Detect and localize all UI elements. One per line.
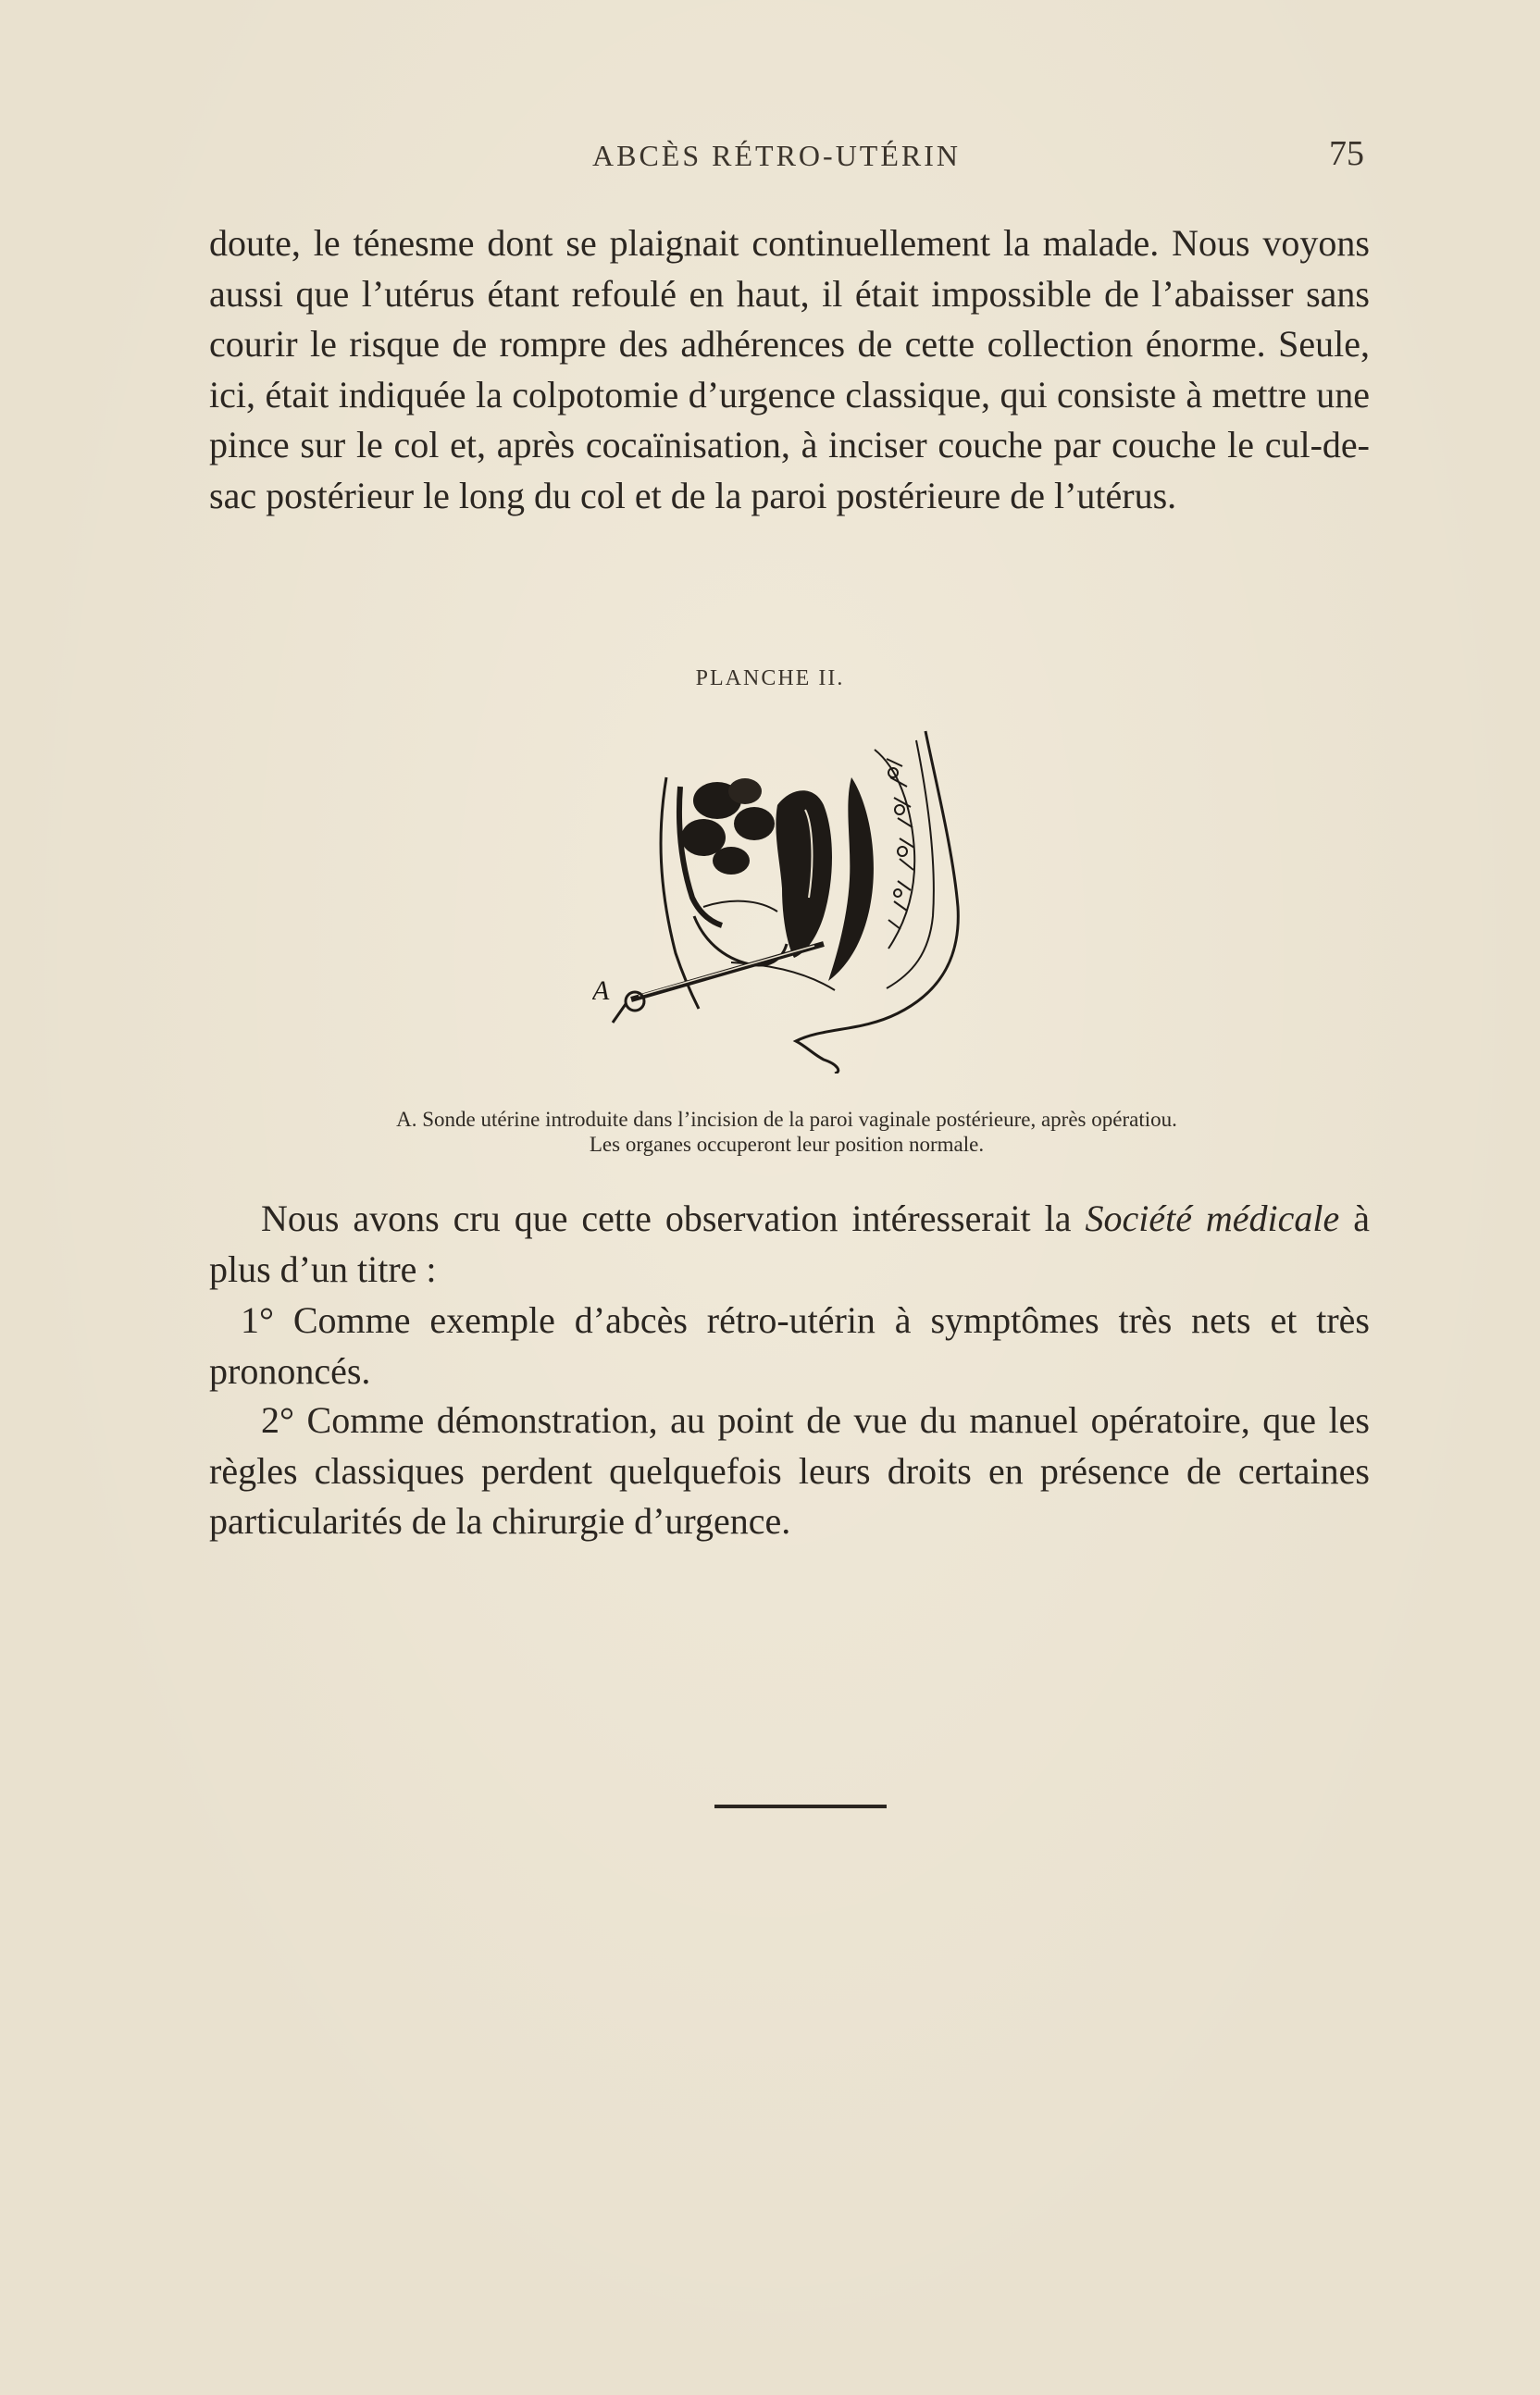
figure-caption bbox=[250, 1107, 1323, 1157]
running-head: ABCÈS RÉTRO-UTÉRIN bbox=[592, 139, 961, 172]
end-rule bbox=[714, 1805, 887, 1808]
anatomical-figure bbox=[592, 722, 990, 1073]
page-number: 75 bbox=[1329, 134, 1364, 173]
plate-title: PLANCHE II. bbox=[695, 666, 845, 690]
paragraph-1: doute, le ténesme dont se plaignait continuellement la malade. Nous voyons aussi que l’utérus étant refoulé en haut, il était impossible de l’abaisser sans courir le risque de rompre des adhérences de cette collection énorme. Seule, ici, était indiquée la colpotomie d’urgence classique, qui consiste à mettre une pince sur le col et, après cocaïnisation, à inciser couche par couche le cul-de-sac postérieur le long du col et de la paroi postérieure de l’utérus. bbox=[209, 222, 1370, 516]
paragraph-4: 2° Comme démonstration, au point de vue du manuel opératoire, que les règles classiques perdent quelquefois leurs droits en présence de certaines particularités de la chirurgie d’urgence. bbox=[209, 1399, 1370, 1542]
paragraph-2 bbox=[209, 1194, 1370, 1295]
paragraph-3: 1° Comme exemple d’abcès rétro-utérin à symptômes très nets et très prononcés. bbox=[209, 1299, 1370, 1392]
figure-label-a: A bbox=[592, 975, 610, 1006]
paragraph-2-end: à plus d’un titre : bbox=[209, 1198, 1370, 1290]
paragraph-2-italic: Société médicale bbox=[1085, 1198, 1340, 1239]
paragraph-2-start: Nous avons cru que cette observation intéresserait la bbox=[261, 1198, 1086, 1239]
caption-line-2: Les organes occuperont leur position normale. bbox=[589, 1133, 985, 1156]
caption-line-1: A. Sonde utérine introduite dans l’incision de la paroi vaginale postérieure, après opératiou. bbox=[396, 1108, 1177, 1131]
